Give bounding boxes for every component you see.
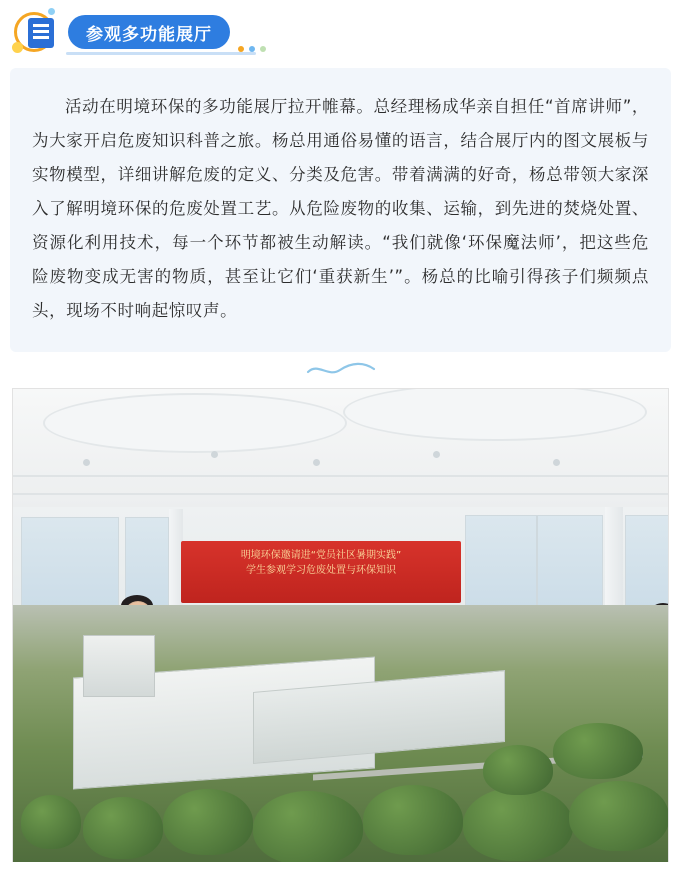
ceiling-line-2	[13, 493, 668, 495]
model-tree	[83, 797, 163, 859]
title-underline	[66, 52, 256, 55]
event-banner	[181, 541, 461, 603]
ceiling-spotlight	[313, 459, 320, 466]
blue-dot-icon	[48, 8, 55, 15]
ceiling-spotlight	[553, 459, 560, 466]
ceiling-spotlight	[83, 459, 90, 466]
ceiling-spotlight	[433, 451, 440, 458]
event-banner-text: 明境环保邀请进“党员社区暑期实践” 学生参观学习危废处置与环保知识	[240, 550, 402, 576]
decor-dot-blue	[249, 46, 255, 52]
magnifier-book-icon	[10, 6, 64, 58]
decor-dot-orange	[238, 46, 244, 52]
decor-dot-green	[260, 46, 266, 52]
model-tree	[253, 791, 363, 865]
model-tree	[483, 745, 553, 795]
factory-model	[13, 605, 668, 865]
article-card	[10, 68, 671, 352]
model-building-tower	[83, 635, 155, 697]
model-tree	[21, 795, 81, 849]
yellow-dot-icon	[12, 42, 23, 53]
article-paragraph: 活动在明境环保的多功能展厅拉开帷幕。总经理杨成华亲自担任“首席讲师”，为大家开启危废知识科普之旅。杨总用通俗易懂的语言，结合展厅内的图文展板与实物模型，详细讲解危废的定义、分类及危害。带着满满的好奇，杨总带领大家深入了解明境环保的危废处置工艺。从危险废物的收集、运输，到先进的焚烧处置、资源化利用技术，每一个环节都被生动解读。“我们就像‘环保魔法师’，把这些危险废物变成无害的物质，甚至让它们‘重获新生’”。杨总的比喻引得孩子们频频点头，现场不时响起惊叹声。	[32, 97, 649, 320]
ceiling-oval-1	[43, 393, 347, 453]
model-tree	[363, 785, 463, 855]
ceiling-spotlight	[211, 451, 218, 458]
wavy-line-divider	[0, 352, 681, 388]
model-tree	[553, 723, 643, 779]
exhibition-hall-photo	[13, 389, 668, 865]
photo-frame	[12, 388, 669, 866]
model-tree	[569, 781, 668, 851]
bottom-spacer	[0, 862, 681, 876]
dots-decoration	[238, 46, 266, 52]
model-tree	[163, 789, 253, 855]
model-tree	[463, 787, 573, 861]
section-header	[0, 0, 681, 64]
ceiling-line-1	[13, 475, 668, 477]
page-title: 参观多功能展厅	[68, 15, 230, 49]
book-card	[28, 18, 54, 48]
